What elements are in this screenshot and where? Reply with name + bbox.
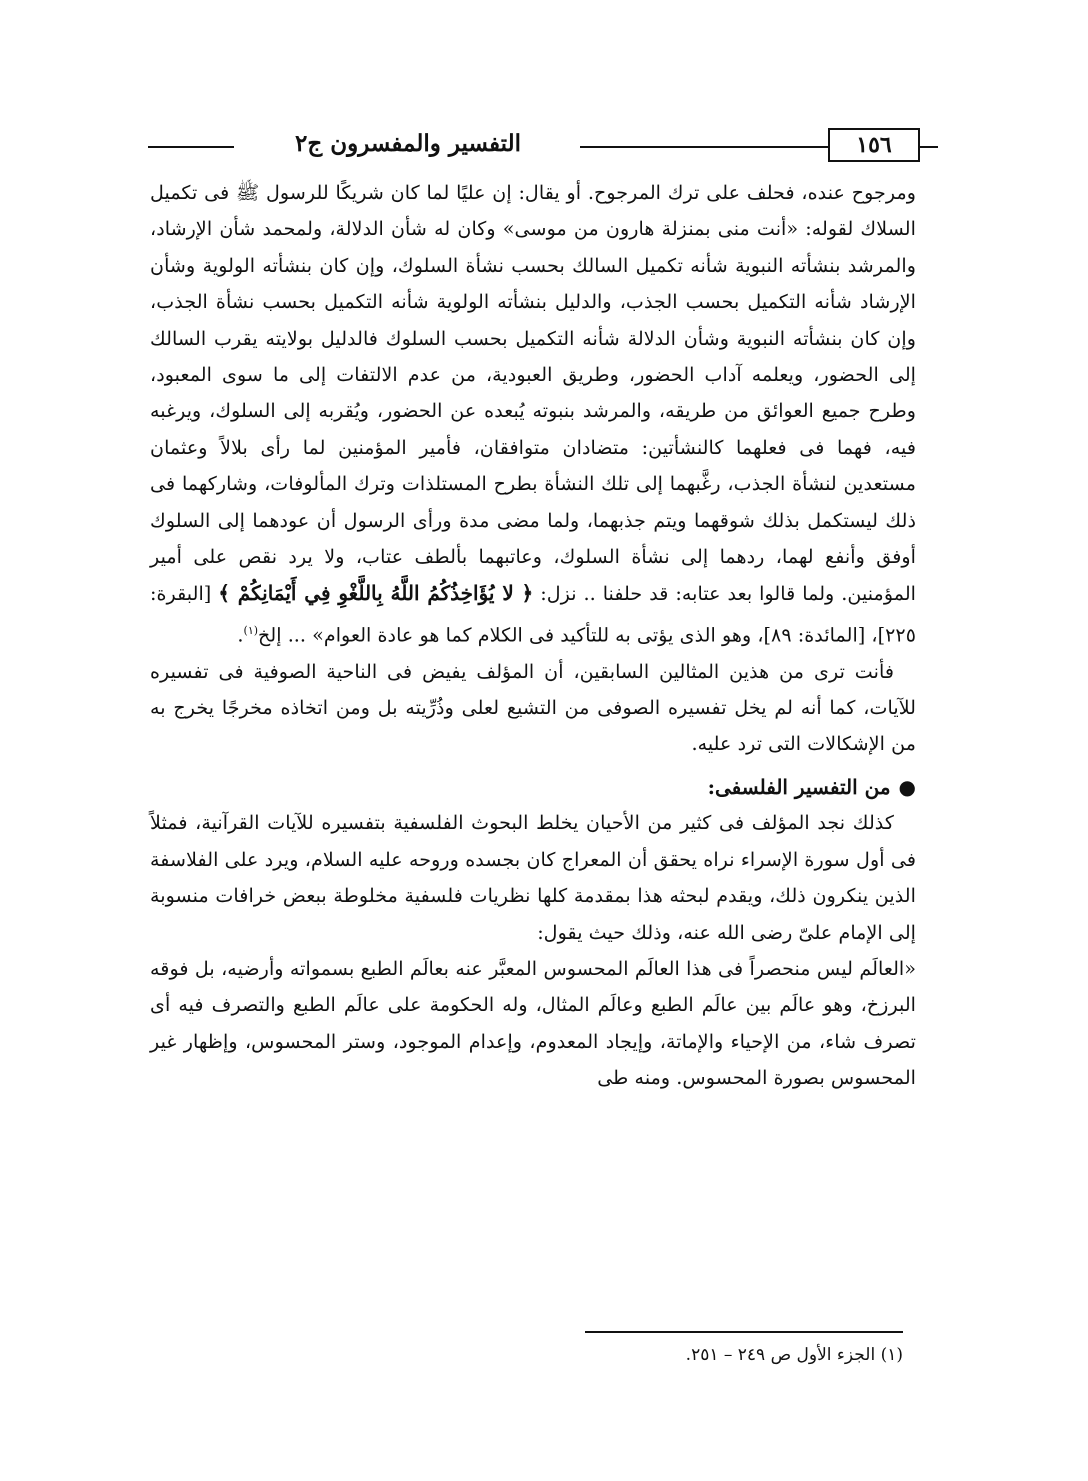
paragraph-commentary: فأنت ترى من هذين المثالين السابقين، أن المؤلف يفيض فى الناحية الصوفية فى تفسيره للآيات، كما أنه لم يخل تفسيره الصوفى من التشيع لعلى وذُرِّيته بل ومن اتخاذه مخرجًا يخرج به من الإشكالات التى ترد عليه. [150, 659, 916, 756]
page-number: ١٥٦ [828, 128, 920, 162]
section-heading [150, 769, 916, 805]
footnote-marker: (١) [243, 623, 259, 637]
header-rule-left [148, 146, 234, 148]
bullet-icon: ● [898, 774, 916, 799]
paragraph-quote-continuation: ومرجوح عنده، فحلف على ترك المرجوح. أو يقال: إن عليًا لما كان شريكًا للرسول ﷺ فى تكميل السلاك لقوله: «أنت منى بمنزلة هارون من موسى» وكان له شأن الدلالة، ولمحمد شأن الإرشاد، والمرشد بنشأته النبوية شأنه تكميل السالك بحسب نشأة السلوك، وإن كان بنشأته الولوية وشأن الإرشاد شأنه التكميل بحسب الجذب، والدليل بنشأته الولوية شأنه التكميل بحسب نشأة الجذب، وإن كان بنشأته النبوية وشأن الدلالة شأنه التكميل بحسب السلوك فالدليل بولايته يقرب السالك إلى الحضور، ويعلمه آداب الحضور، وطريق العبودية، من عدم الالتفات إلى ما سوى المعبود، وطرح جميع العوائق من طريقه، والمرشد بنبوته يُبعده عن الحضور، ويُقربه إلى السلوك، ويرغبه فيه، فهما فى فعلهما كالنشأتين: متضادان متوافقان، فأمير المؤمنين لما رأى بلالاً وعثمان مستعدين لنشأة الجذب، رغَّبهما إلى تلك النشأة بطرح المستلذات وترك المألوفات، وشاركهما فى ذلك ليستكمل بذلك شوقهما ويتم جذبهما، ولما مضى مدة ورأى الرسول أن عودهما إلى السلوك أوفق وأنفع لهما، ردهما إلى نشأة السلوك، وعاتبهما بألطف عتاب، ولا يرد نقص على أمير المؤمنين. ولما قالوا بعد عتابه: قد حلفنا .. نزل: ﴿ لا يُؤَاخِذُكُمُ اللَّهُ بِاللَّغْوِ فِي أَيْمَانِكُمْ ﴾ [البقرة: ٢٢٥]، [المائدة: ٨٩]، وهو الذى يؤتى به للتأكيد فى الكلام كما هو عادة العوام» ... إلخ$^{(١)}$. [150, 181, 917, 647]
paragraph-quotation: «العالَم ليس منحصراً فى هذا العالَم المحسوس المعبَّر عنه بعالَم الطبع بسمواته وأرضيه، بل فوقه البرزخ، وهو عالَم بين عالَم الطبع وعالَم المثال، وله الحكومة على عالَم الطبع والتصرف فيه أى تصرف شاء، من الإحياء والإماتة، وإيجاد المعدوم، وإعدام الموجود، وستر المحسوس، وإظهار غير المحسوس بصورة المحسوس. ومنه طى [150, 956, 916, 1090]
paragraph-text: ومرجوح عنده، فحلف على ترك المرجوح. أو يقال: إن عليًا لما كان شريكًا للرسول ﷺ فى تكميل السلاك لقوله: «أنت منى بمنزلة هارون من موسى» وكان له شأن الدلالة، ولمحمد شأن الإرشاد، والمرشد بنشأته النبوية شأنه تكميل السالك بحسب نشأة السلوك، وإن كان بنشأته الولوية وشأن الإرشاد شأنه التكميل بحسب الجذب، والدليل بنشأته الولوية شأنه التكميل بحسب نشأة الجذب، وإن كان بنشأته النبوية وشأن الدلالة شأنه التكميل بحسب السلوك فالدليل بولايته يقرب السالك إلى الحضور، ويعلمه آداب الحضور، وطريق العبودية، من عدم الالتفات إلى ما سوى المعبود، وطرح جميع العوائق من طريقه، والمرشد بنبوته يُبعده عن الحضور، ويُقربه إلى السلوك، ويرغبه فيه، فهما فى فعلهما كالنشأتين: متضادان متوافقان، فأمير المؤمنين لما رأى بلالاً وعثمان مستعدين لنشأة الجذب، رغَّبهما إلى تلك النشأة بطرح المستلذات وترك المألوفات، وشاركهما فى ذلك ليستكمل بذلك شوقهما ويتم جذبهما، ولما مضى مدة ورأى الرسول أن عودهما إلى السلوك أوفق وأنفع لهما، ردهما إلى نشأة السلوك، وعاتبهما بألطف عتاب، ولا يرد نقص على أمير المؤمنين. ولما قالوا بعد عتابه: قد حلفنا .. نزل: [150, 181, 917, 606]
running-header [148, 128, 916, 168]
section-title: من التفسير الفلسفى: [707, 774, 891, 799]
paragraph-philosophical: كذلك نجد المؤلف فى كثير من الأحيان يخلط البحوث الفلسفية بتفسيره للآيات القرآنية، فمثلاً فى أول سورة الإسراء نراه يحقق أن المعراج كان بجسده وروحه عليه السلام، ويرد على الفلاسفة الذين ينكرون ذلك، ويقدم لبحثه هذا بمقدمة كلها نظريات فلسفية مخلوطة ببعض خرافات منسوبة إلى الإمام علىّ رضى الله عنه، وذلك حيث يقول: [150, 811, 916, 944]
verse-references: [البقرة: ٢٢٥]، [المائدة: ٨٩]، وهو الذى يؤتى به للتأكيد فى الكلام كما هو عادة العوام» ... إلخ [150, 582, 916, 647]
footnote-divider [585, 1331, 903, 1333]
footnote: (١) الجزء الأول ص ٢٤٩ – ٢٥١. [685, 1345, 903, 1365]
quran-verse: ﴿ لا يُؤَاخِذُكُمُ اللَّهُ بِاللَّغْوِ فِي أَيْمَانِكُمْ ﴾ [218, 581, 534, 606]
main-text [150, 175, 916, 1097]
running-title: التفسير والمفسرون ج٢ [295, 130, 521, 157]
